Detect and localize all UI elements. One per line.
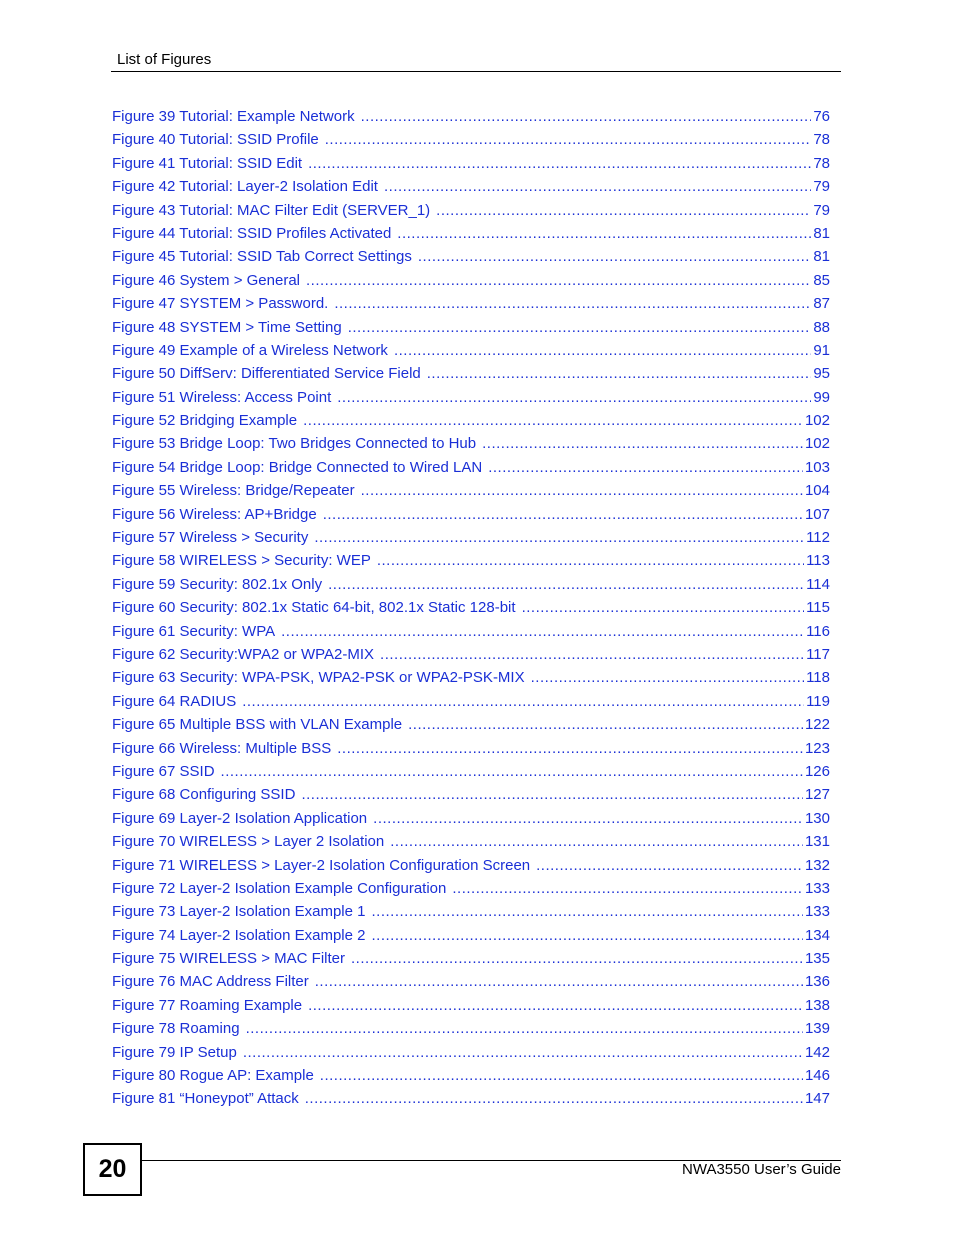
dot-leader [488,456,803,479]
toc-entry-link[interactable] [112,152,830,175]
toc-entry-link[interactable] [112,222,830,245]
toc-entry-page: 139 [804,1020,830,1038]
toc-entry-link[interactable] [112,549,830,572]
dot-leader [371,924,802,947]
dot-leader [452,877,803,900]
toc-entry-page: 146 [804,1067,830,1085]
toc-entry-link[interactable] [112,620,830,643]
toc-entry-page: 118 [806,669,830,687]
toc-entry-link[interactable] [112,713,830,736]
toc-entry-link[interactable] [112,409,830,432]
toc-entry-page: 115 [806,599,830,617]
toc-entry-title: Figure 75 WIRELESS > MAC Filter [112,950,345,968]
dot-leader [361,105,812,128]
toc-entry-link[interactable] [112,573,830,596]
toc-entry-link[interactable] [112,737,830,760]
dot-leader [323,503,803,526]
toc-entry-page: 126 [804,762,830,780]
toc-entry-title: Figure 55 Wireless: Bridge/Repeater [112,482,355,500]
toc-entry-page: 102 [804,412,830,430]
dot-leader [334,292,811,315]
dot-leader [348,316,812,339]
toc-entry-page: 113 [806,552,830,570]
toc-entry-title: Figure 74 Layer-2 Isolation Example 2 [112,926,366,944]
dot-leader [281,620,804,643]
toc-entry-link[interactable] [112,316,830,339]
dot-leader [301,783,803,806]
toc-entry-title: Figure 72 Layer-2 Isolation Example Configuration [112,879,447,897]
toc-entry-link[interactable] [112,760,830,783]
toc-entry-link[interactable] [112,783,830,806]
toc-entry-page: 81 [813,248,830,266]
toc-entry-link[interactable] [112,479,830,502]
toc-entry-title: Figure 73 Layer-2 Isolation Example 1 [112,903,366,921]
toc-entry-title: Figure 41 Tutorial: SSID Edit [112,154,303,172]
dot-leader [221,760,803,783]
toc-entry-link[interactable] [112,807,830,830]
toc-entry-title: Figure 52 Bridging Example [112,412,298,430]
toc-entry-title: Figure 64 RADIUS [112,692,237,710]
toc-entry-title: Figure 44 Tutorial: SSID Profiles Activated [112,224,392,242]
list-of-figures [112,105,830,1111]
toc-entry-link[interactable] [112,199,830,222]
toc-entry-title: Figure 69 Layer-2 Isolation Application [112,809,368,827]
toc-entry-page: 95 [813,365,830,383]
section-title: List of Figures [117,51,212,68]
toc-entry-page: 112 [806,529,830,547]
toc-entry-link[interactable] [112,362,830,385]
toc-entry-title: Figure 42 Tutorial: Layer-2 Isolation Edit [112,178,378,196]
dot-leader [427,362,812,385]
toc-entry-link[interactable] [112,830,830,853]
toc-entry-link[interactable] [112,245,830,268]
toc-entry-page: 78 [813,131,830,149]
toc-entry-page: 135 [804,950,830,968]
toc-entry-title: Figure 68 Configuring SSID [112,786,296,804]
toc-entry-link[interactable] [112,1087,830,1110]
toc-entry-page: 104 [804,482,830,500]
dot-leader [536,854,803,877]
toc-entry-title: Figure 53 Bridge Loop: Two Bridges Connected to Hub [112,435,477,453]
toc-entry-link[interactable] [112,690,830,713]
toc-entry-page: 79 [813,201,830,219]
dot-leader [308,994,803,1017]
toc-entry-page: 117 [806,645,830,663]
toc-entry-page: 133 [804,903,830,921]
dot-leader [320,1064,803,1087]
toc-entry-title: Figure 40 Tutorial: SSID Profile [112,131,319,149]
toc-entry-title: Figure 61 Security: WPA [112,622,276,640]
toc-entry-title: Figure 46 System > General [112,271,301,289]
toc-entry-page: 87 [813,295,830,313]
toc-entry-page: 131 [804,833,830,851]
toc-entry-page: 122 [804,716,830,734]
toc-entry-link[interactable] [112,339,830,362]
page-number: 20 [83,1143,142,1196]
toc-entry-title: Figure 48 SYSTEM > Time Setting [112,318,342,336]
toc-entry-title: Figure 71 WIRELESS > Layer-2 Isolation Configuration Screen [112,856,531,874]
toc-entry-page: 85 [813,271,830,289]
toc-entry-page: 88 [813,318,830,336]
toc-entry-title: Figure 67 SSID [112,762,215,780]
toc-entry-title: Figure 50 DiffServ: Differentiated Service Field [112,365,421,383]
toc-entry-page: 123 [804,739,830,757]
dot-leader [380,643,804,666]
toc-entry-link[interactable] [112,1064,830,1087]
dot-leader [377,549,804,572]
toc-entry-link[interactable] [112,643,830,666]
guide-title: NWA3550 User’s Guide [682,1161,841,1178]
dot-leader [394,339,811,362]
dot-leader [325,128,812,151]
toc-entry-page: 103 [804,458,830,476]
dot-leader [337,737,803,760]
dot-leader [371,900,802,923]
dot-leader [242,690,804,713]
dot-leader [328,573,804,596]
dot-leader [243,1041,803,1064]
dot-leader [246,1017,803,1040]
toc-entry-title: Figure 59 Security: 802.1x Only [112,575,323,593]
toc-entry-link[interactable] [112,128,830,151]
dot-leader [308,152,811,175]
dot-leader [482,432,803,455]
toc-entry-title: Figure 62 Security:WPA2 or WPA2-MIX [112,645,375,663]
toc-entry-title: Figure 80 Rogue AP: Example [112,1067,314,1085]
toc-entry-page: 78 [813,154,830,172]
dot-leader [390,830,803,853]
toc-entry-page: 136 [804,973,830,991]
header-divider [111,71,841,72]
toc-entry-link[interactable] [112,924,830,947]
toc-entry-link[interactable] [112,105,830,128]
dot-leader [436,199,811,222]
toc-entry-page: 81 [813,224,830,242]
toc-entry-title: Figure 58 WIRELESS > Security: WEP [112,552,371,570]
toc-entry-title: Figure 70 WIRELESS > Layer 2 Isolation [112,833,385,851]
toc-entry-page: 134 [804,926,830,944]
toc-entry-title: Figure 39 Tutorial: Example Network [112,108,355,125]
toc-entry-link[interactable] [112,1041,830,1064]
toc-entry-page: 107 [804,505,830,523]
dot-leader [303,409,803,432]
toc-entry-link[interactable] [112,900,830,923]
toc-entry-page: 91 [813,341,830,359]
toc-entry-page: 79 [813,178,830,196]
toc-entry-title: Figure 63 Security: WPA-PSK, WPA2-PSK or WPA2-PSK-MIX [112,669,525,687]
toc-entry-link[interactable] [112,456,830,479]
toc-entry-page: 147 [804,1090,830,1108]
toc-entry-title: Figure 79 IP Setup [112,1043,237,1061]
toc-entry-link[interactable] [112,994,830,1017]
toc-entry-title: Figure 78 Roaming [112,1020,240,1038]
toc-entry-page: 133 [804,879,830,897]
toc-entry-link[interactable] [112,1017,830,1040]
dot-leader [531,666,804,689]
toc-entry-link[interactable] [112,175,830,198]
toc-entry-link[interactable] [112,503,830,526]
toc-entry-link[interactable] [112,666,830,689]
toc-entry-title: Figure 57 Wireless > Security [112,529,309,547]
toc-entry-page: 114 [806,575,830,593]
dot-leader [418,245,811,268]
toc-entry-title: Figure 77 Roaming Example [112,996,303,1014]
toc-entry-title: Figure 47 SYSTEM > Password. [112,295,329,313]
toc-entry-page: 127 [804,786,830,804]
toc-entry-title: Figure 81 “Honeypot” Attack [112,1090,299,1108]
toc-entry-page: 116 [806,622,830,640]
toc-entry-page: 132 [804,856,830,874]
toc-entry-link[interactable] [112,596,830,619]
dot-leader [351,947,803,970]
toc-entry-title: Figure 51 Wireless: Access Point [112,388,332,406]
toc-entry-page: 138 [804,996,830,1014]
toc-entry-title: Figure 66 Wireless: Multiple BSS [112,739,332,757]
toc-entry-title: Figure 45 Tutorial: SSID Tab Correct Settings [112,248,412,266]
dot-leader [522,596,805,619]
dot-leader [337,386,811,409]
toc-entry-title: Figure 76 MAC Address Filter [112,973,309,991]
toc-entry-link[interactable] [112,386,830,409]
toc-entry-link[interactable] [112,292,830,315]
toc-entry-page: 119 [806,692,830,710]
toc-entry-page: 76 [813,108,830,125]
toc-entry-title: Figure 65 Multiple BSS with VLAN Example [112,716,403,734]
toc-entry-link[interactable] [112,877,830,900]
toc-entry-title: Figure 60 Security: 802.1x Static 64-bit, 802.1x Static 128-bit [112,599,516,617]
toc-entry-page: 130 [804,809,830,827]
toc-entry-page: 102 [804,435,830,453]
toc-entry-title: Figure 54 Bridge Loop: Bridge Connected to Wired LAN [112,458,483,476]
dot-leader [306,269,811,292]
dot-leader [373,807,803,830]
dot-leader [397,222,811,245]
toc-entry-link[interactable] [112,947,830,970]
toc-entry-link[interactable] [112,854,830,877]
toc-entry-link[interactable] [112,432,830,455]
toc-entry-page: 142 [804,1043,830,1061]
dot-leader [361,479,803,502]
dot-leader [305,1087,803,1110]
toc-entry-title: Figure 43 Tutorial: MAC Filter Edit (SERVER_1) [112,201,431,219]
dot-leader [315,970,803,993]
toc-entry-title: Figure 56 Wireless: AP+Bridge [112,505,317,523]
dot-leader [408,713,803,736]
dot-leader [384,175,811,198]
toc-entry-link[interactable] [112,269,830,292]
toc-entry-page: 99 [813,388,830,406]
dot-leader [314,526,804,549]
toc-entry-link[interactable] [112,970,830,993]
toc-entry-link[interactable] [112,526,830,549]
toc-entry-title: Figure 49 Example of a Wireless Network [112,341,388,359]
